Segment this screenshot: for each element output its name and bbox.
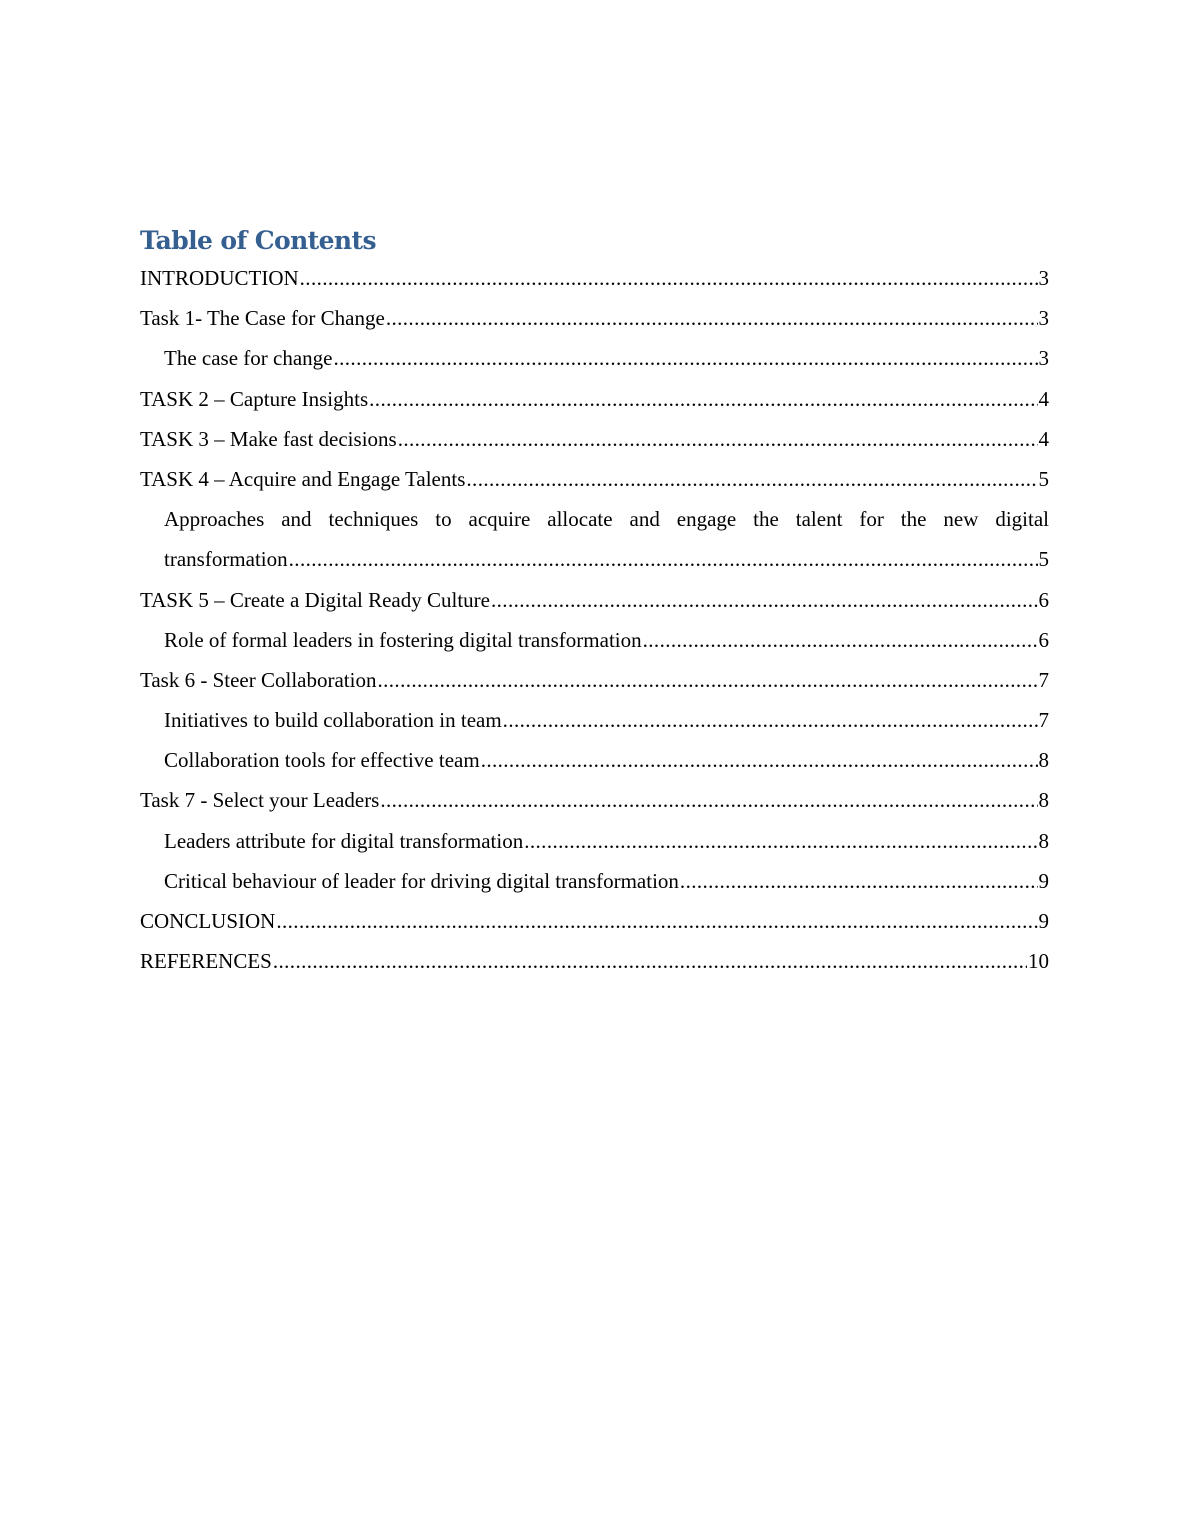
dot-leader	[386, 302, 1038, 334]
toc-entry-references[interactable]	[140, 945, 1049, 985]
toc-heading: Table of Contents	[140, 226, 376, 255]
toc-entry-label: The case for change	[164, 346, 333, 371]
toc-entry-introduction[interactable]	[140, 262, 1049, 302]
toc-page-number: 5	[1038, 466, 1049, 491]
dot-leader	[300, 262, 1038, 294]
dot-leader	[643, 624, 1038, 656]
toc-page-number: 8	[1038, 748, 1049, 773]
toc-page-number: 6	[1038, 627, 1049, 652]
toc-entry-collaboration-tools[interactable]	[140, 744, 1049, 784]
toc-page-number: 3	[1038, 346, 1049, 371]
toc-page-number: 7	[1038, 708, 1049, 733]
dot-leader	[524, 825, 1037, 857]
toc-page-number: 8	[1038, 788, 1049, 813]
toc-page-number: 7	[1038, 667, 1049, 692]
toc-entry-label: Critical behaviour of leader for driving digital transformation	[164, 868, 679, 893]
toc-page-number: 5	[1038, 547, 1049, 572]
toc-page-number: 9	[1038, 868, 1049, 893]
toc-entry-label-line1: Approaches and techniques to acquire allocate and engage the talent for the new digital	[164, 507, 1049, 532]
toc-entry-label: Role of formal leaders in fostering digital transformation	[164, 627, 642, 652]
toc-entry-label-line2: transformation	[164, 547, 288, 572]
dot-leader	[466, 463, 1037, 495]
toc-entry-label: Task 7 - Select your Leaders	[140, 788, 380, 813]
toc-entry-task-1[interactable]	[140, 302, 1049, 342]
dot-leader	[369, 383, 1037, 415]
toc-entry-task-5[interactable]	[140, 584, 1049, 624]
toc-entry-leaders-attribute[interactable]	[140, 825, 1049, 865]
toc-entry-label: TASK 5 – Create a Digital Ready Culture	[140, 587, 490, 612]
toc-entry-case-for-change[interactable]	[140, 342, 1049, 382]
dot-leader	[273, 945, 1027, 977]
toc-entry-label: INTRODUCTION	[140, 266, 299, 290]
toc-entry-task-4[interactable]	[140, 463, 1049, 503]
toc-entry-label: TASK 4 – Acquire and Engage Talents	[140, 466, 466, 491]
toc-entry-task-7[interactable]	[140, 784, 1049, 824]
dot-leader	[680, 865, 1038, 897]
toc-entry-label: CONCLUSION	[140, 909, 276, 933]
toc-entry-conclusion[interactable]	[140, 905, 1049, 945]
toc-entry-label: Initiatives to build collaboration in team	[164, 708, 502, 733]
toc-entry-label: REFERENCES	[140, 949, 272, 974]
toc-entry-label: TASK 3 – Make fast decisions	[140, 426, 397, 451]
toc-page-number: 6	[1038, 587, 1049, 612]
toc-entry-label: Collaboration tools for effective team	[164, 748, 480, 773]
toc-entry-role-formal-leaders[interactable]	[140, 624, 1049, 664]
toc-entry-critical-behaviour[interactable]	[140, 865, 1049, 905]
toc-entry-label: Task 1- The Case for Change	[140, 306, 385, 331]
toc-entry-label: Leaders attribute for digital transformation	[164, 828, 524, 853]
toc-entry-task-2[interactable]	[140, 383, 1049, 423]
toc-page-number: 10	[1028, 949, 1049, 974]
dot-leader	[481, 744, 1038, 776]
dot-leader	[377, 664, 1037, 696]
toc-page-number: 9	[1038, 909, 1049, 933]
dot-leader	[503, 704, 1038, 736]
dot-leader	[398, 423, 1038, 455]
toc-entry-task-3[interactable]	[140, 423, 1049, 463]
dot-leader	[333, 342, 1037, 374]
table-of-contents	[140, 262, 1049, 985]
toc-page-number: 4	[1038, 426, 1049, 451]
toc-entry-task-6[interactable]	[140, 664, 1049, 704]
toc-page-number: 3	[1038, 306, 1049, 331]
toc-entry-label: Task 6 - Steer Collaboration	[140, 667, 377, 692]
toc-entry-label: TASK 2 – Capture Insights	[140, 386, 369, 411]
dot-leader	[380, 784, 1037, 816]
dot-leader	[276, 905, 1037, 937]
toc-page-number: 8	[1038, 828, 1049, 853]
toc-page-number: 3	[1038, 266, 1049, 290]
dot-leader	[491, 584, 1038, 616]
toc-entry-initiatives-collaboration[interactable]	[140, 704, 1049, 744]
toc-entry-approaches-techniques[interactable]	[140, 503, 1049, 583]
toc-page-number: 4	[1038, 386, 1049, 411]
dot-leader	[289, 543, 1038, 575]
